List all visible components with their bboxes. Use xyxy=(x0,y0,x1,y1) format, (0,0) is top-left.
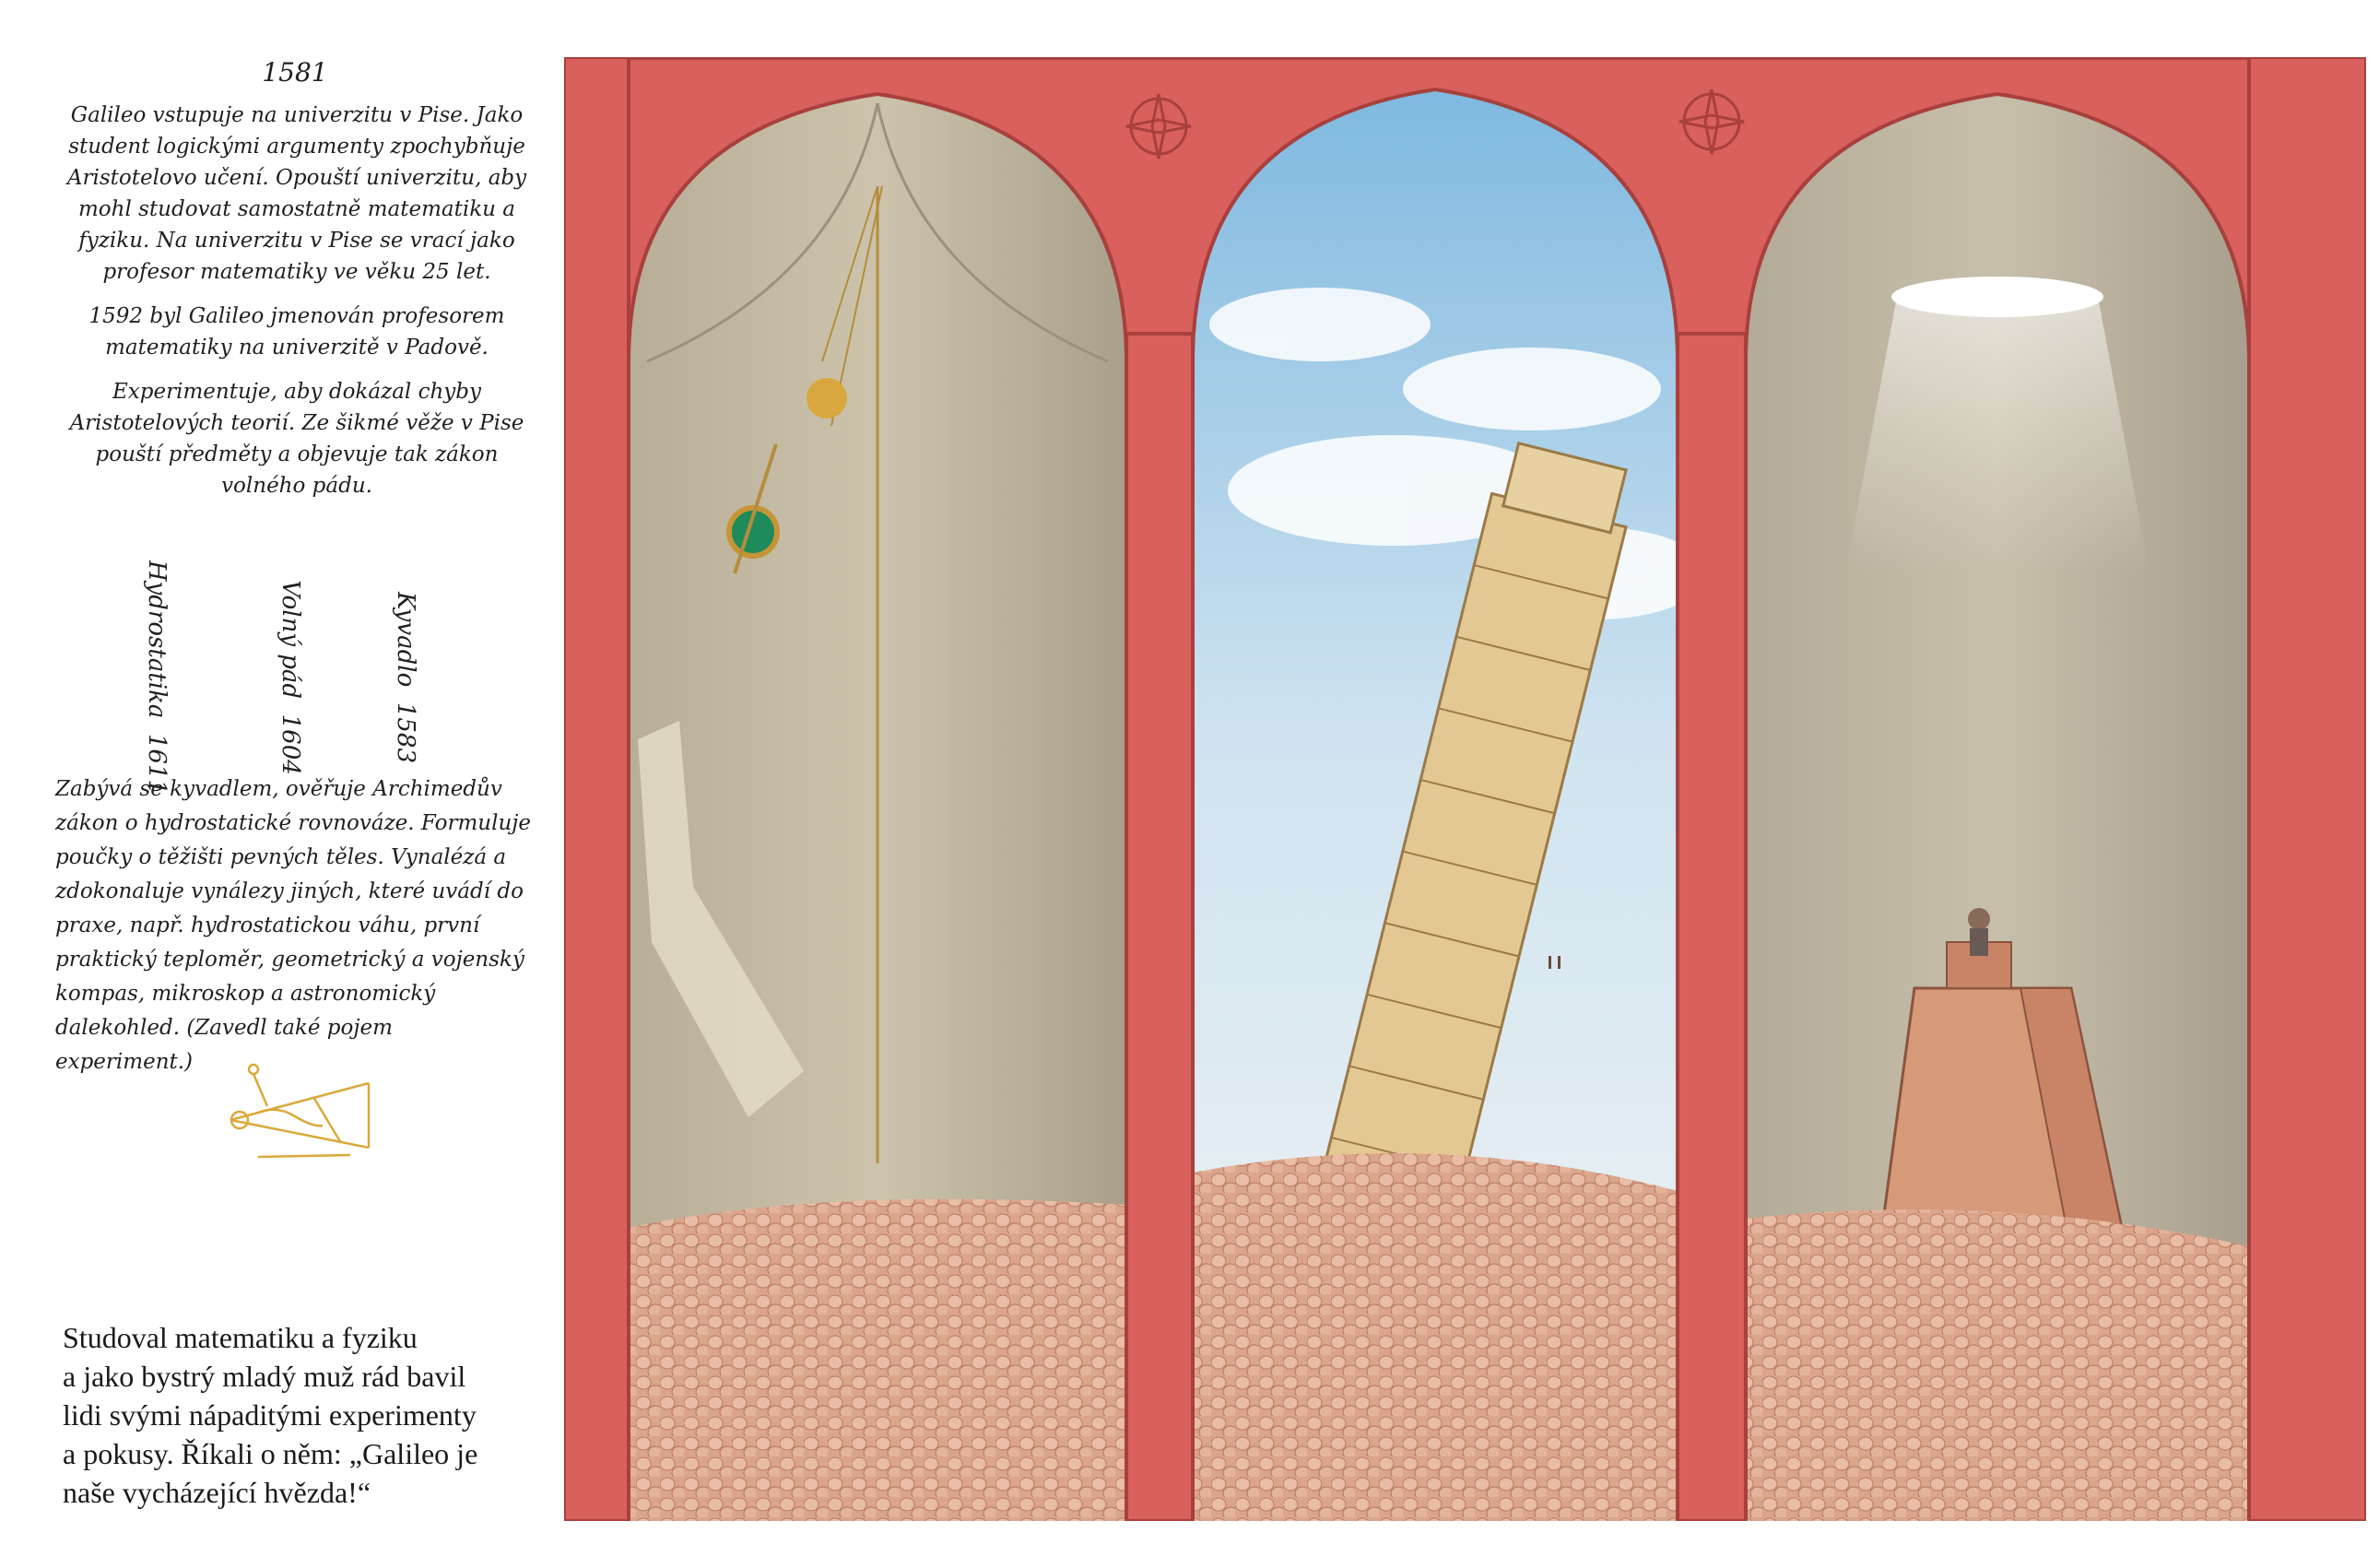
caption xyxy=(63,1318,542,1512)
timeline-item-hydrostatics xyxy=(129,560,184,796)
timeline-year: 1604 xyxy=(277,713,304,775)
geometric-compass-sketch-icon xyxy=(203,1055,387,1185)
intro-text xyxy=(57,100,536,514)
inventions-text: Zabývá se kyvadlem, ověřuje Archimedův zákon o hydrostatické rovnováze. Formuluje poučky o těžišti pevných těles. Vynalézá a zdokonaluje vynálezy jiných, které uvádí do praxe, např. hydrostatickou váhu, první praktický teploměr, geometrický a vojenský kompas, mikroskop a astronomický dalekohled. (Zavedl také pojem experiment.) xyxy=(55,777,531,1074)
timeline-label: Volný pád xyxy=(277,580,304,700)
caption-line: lidi svými nápaditými experimenty xyxy=(63,1398,477,1432)
timeline-year: 1611 xyxy=(143,733,171,796)
column-right xyxy=(1678,334,1746,1521)
caption-line: naše vycházející hvězda!“ xyxy=(63,1476,371,1509)
timeline-item-pendulum xyxy=(378,572,433,784)
timeline-year: 1583 xyxy=(392,701,419,763)
intro-paragraph-1: Galileo vstupuje na univerzitu v Pise. Jako student logickými argumenty zpochybňuje Aristotelovo učení. Opouští univerzitu, aby mohl studovat samostatně matematiku a fyziku. Na univerzitu v Pise se vrací jako profesor matematiky ve věku 25 let. xyxy=(66,103,527,284)
timeline-label: Kyvadlo xyxy=(392,592,419,688)
timeline-item-free-fall xyxy=(263,572,318,784)
timeline-label: Hydrostatika xyxy=(143,560,171,719)
caption-line: a pokusy. Říkali o něm: „Galileo je xyxy=(63,1437,478,1470)
column-left xyxy=(1126,334,1193,1521)
caption-line: a jako bystrý mladý muž rád bavil xyxy=(63,1360,466,1393)
intro-paragraph-2: 1592 byl Galileo jmenován profesorem matematiky na univerzitě v Padově. xyxy=(88,304,505,360)
crowd-left xyxy=(629,1199,1193,1521)
arcade-illustration xyxy=(564,57,2366,1521)
crowd-right xyxy=(1746,1209,2249,1521)
year-heading: 1581 xyxy=(262,57,328,88)
caption-line: Studoval matematiku a fyziku xyxy=(63,1321,418,1354)
intro-paragraph-3: Experimentuje, aby dokázal chyby Aristotelových teorií. Ze šikmé věže v Pise pouští předměty a objevuje tak zákon volného pádu. xyxy=(69,380,524,498)
crowd-middle xyxy=(1193,1153,1678,1521)
